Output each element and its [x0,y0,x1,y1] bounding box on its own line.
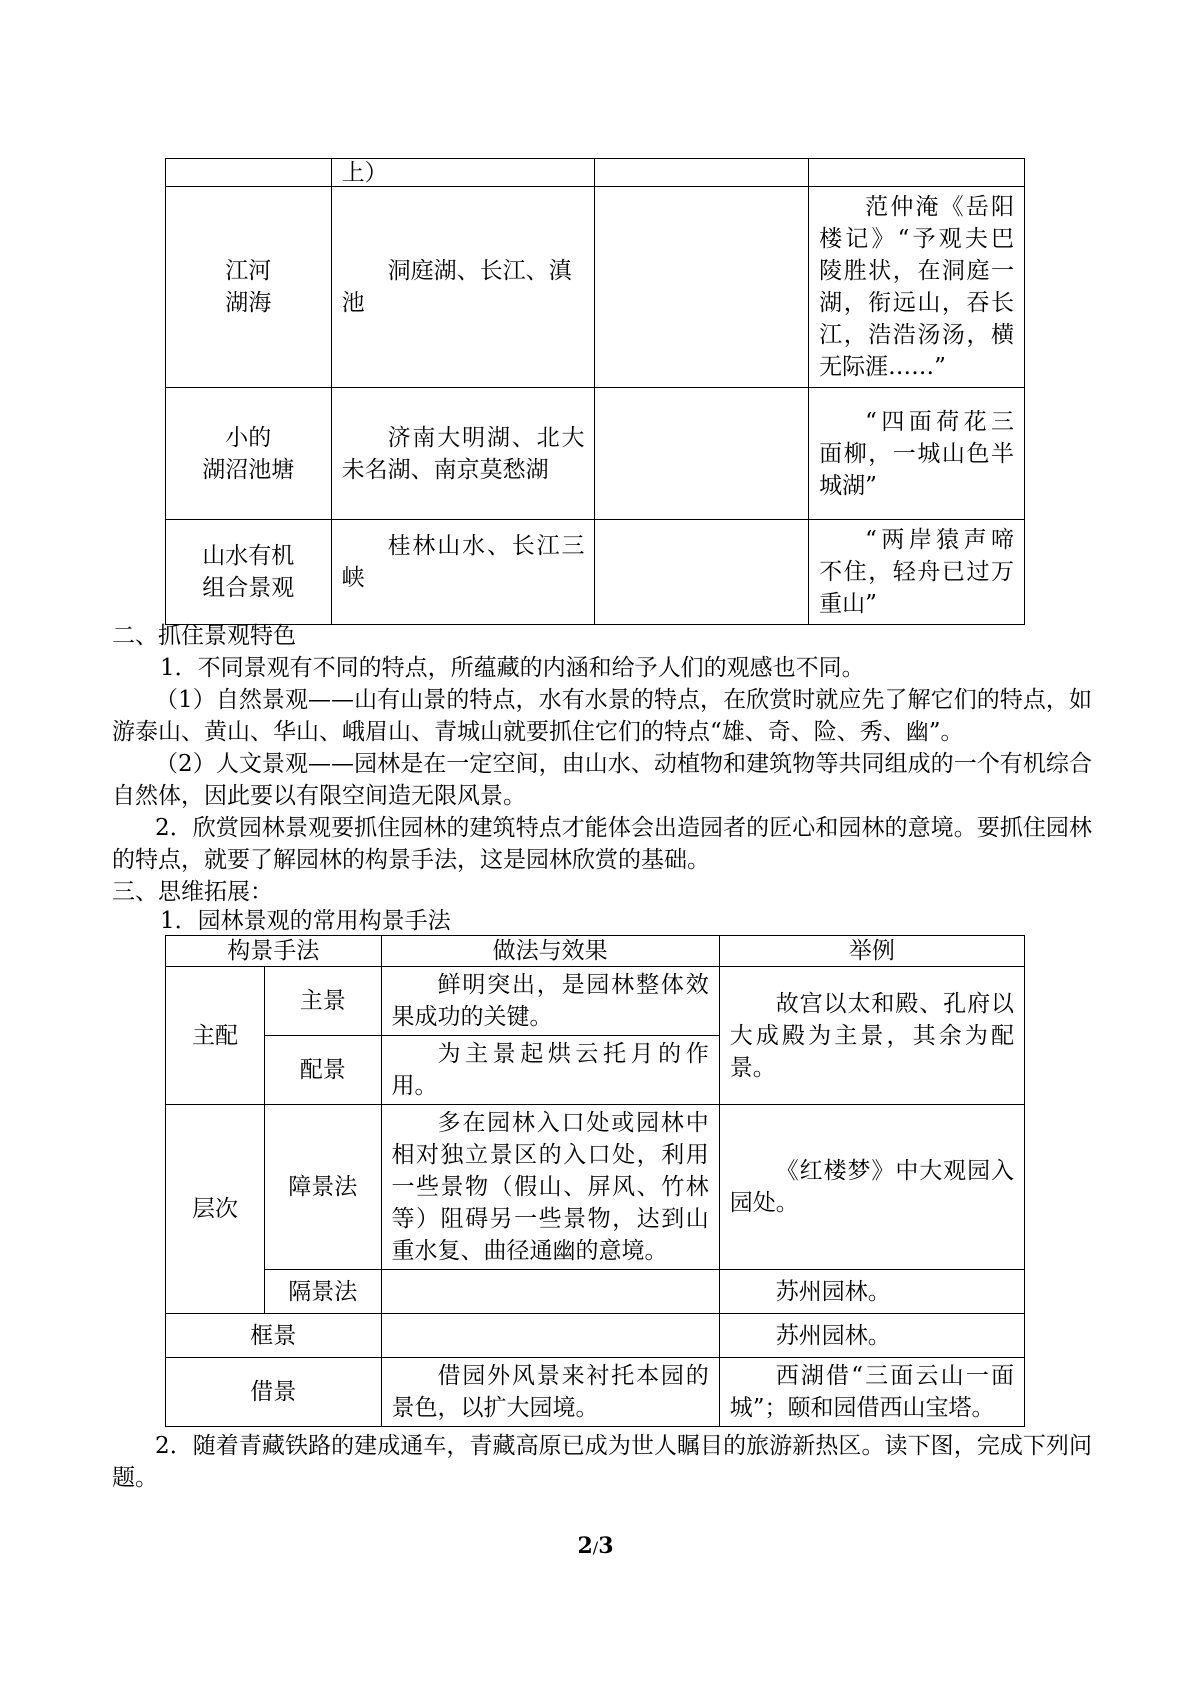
section-heading: 三、思维拓展： [112,879,273,905]
table-cell-feature [595,187,809,388]
table-cell-type: 小的 湖沼池塘 [166,388,332,520]
technique-cell: 配景 [264,1036,381,1105]
table-row [166,967,1025,1036]
example-cell: 西湖借“三面云山一面城”；颐和园借西山宝塔。 [719,1358,1024,1427]
landscape-table [165,158,1025,625]
paragraph: 2．欣赏园林景观要抓住园林的建筑特点才能体会出造园者的匠心和园林的意境。要抓住园林的特点，就要了解园林的构景手法，这是园林欣赏的基础。 [112,815,1092,873]
paragraph: 1．不同景观有不同的特点，所蕴藏的内涵和给予人们的观感也不同。 [160,655,865,681]
effect-cell: 借园外风景来衬托本园的景色，以扩大园境。 [381,1358,719,1427]
table-cell-examples: 济南大明湖、北大未名湖、南京莫愁湖 [331,388,595,520]
effect-cell: 鲜明突出，是园林整体效果成功的关键。 [381,967,719,1036]
table-header-row [166,936,1025,967]
table-cell-verse: “两岸猿声啼不住，轻舟已过万重山” [809,520,1025,625]
group-cell: 主配 [166,967,265,1105]
technique-cell: 主景 [264,967,381,1036]
paragraph: （2）人文景观——园林是在一定空间，由山水、动植物和建筑物等共同组成的一个有机综合自然体，因此要以有限空间造无限风景。 [112,751,1092,809]
table-cell-type: 山水有机 组合景观 [166,520,332,625]
example-cell: 《红楼梦》中大观园入园处。 [719,1105,1024,1270]
technique-cell: 借景 [166,1358,382,1427]
table-cell-feature [595,520,809,625]
effect-cell: 为主景起烘云托月的作用。 [381,1036,719,1105]
effect-cell [381,1270,719,1314]
table-row [166,187,1025,388]
paragraph: （1）自然景观——山有山景的特点，水有水景的特点，在欣赏时就应先了解它们的特点，如游泰山、黄山、华山、峨眉山、青城山就要抓住它们的特点“雄、奇、险、秀、幽”。 [112,687,1092,745]
garden-technique-table [165,935,1025,1427]
table-cell-examples: 洞庭湖、长江、滇池 [331,187,595,388]
technique-cell: 隔景法 [264,1270,381,1314]
column-header: 构景手法 [166,936,382,967]
table-cell-type: 江河 湖海 [166,187,332,388]
table-row [166,159,1025,187]
table-row [166,1314,1025,1358]
group-cell: 层次 [166,1105,265,1314]
effect-cell: 多在园林入口处或园林中相对独立景区的入口处，利用一些景物（假山、屏风、竹林等）阻碍另一些景物，达到山重水复、曲径通幽的意境。 [381,1105,719,1270]
table-cell: 上） [331,159,595,187]
table-row [166,388,1025,520]
effect-cell [381,1314,719,1358]
paragraph: 2．随着青藏铁路的建成通车，青藏高原已成为世人瞩目的旅游新热区。读下图，完成下列问题。 [112,1433,1092,1491]
table-row [166,520,1025,625]
technique-cell: 障景法 [264,1105,381,1270]
column-header: 举例 [719,936,1024,967]
page-number: 2/3 [577,1533,614,1559]
table-cell-feature [595,388,809,520]
technique-cell: 框景 [166,1314,382,1358]
table-cell-verse: 范仲淹《岳阳楼记》“予观夫巴陵胜状，在洞庭一湖，衔远山，吞长江，浩浩汤汤，横无际涯……” [809,187,1025,388]
section-heading: 二、抓住景观特色 [112,623,296,649]
column-header: 做法与效果 [381,936,719,967]
table-row [166,1105,1025,1270]
table-row [166,1270,1025,1314]
table-title: 1．园林景观的常用构景手法 [160,908,451,934]
table-cell-examples: 桂林山水、长江三峡 [331,520,595,625]
table-cell-verse: “四面荷花三面柳，一城山色半城湖” [809,388,1025,520]
example-cell: 故宫以太和殿、孔府以大成殿为主景，其余为配景。 [719,967,1024,1105]
example-cell: 苏州园林。 [719,1314,1024,1358]
table-row [166,1358,1025,1427]
example-cell: 苏州园林。 [719,1270,1024,1314]
